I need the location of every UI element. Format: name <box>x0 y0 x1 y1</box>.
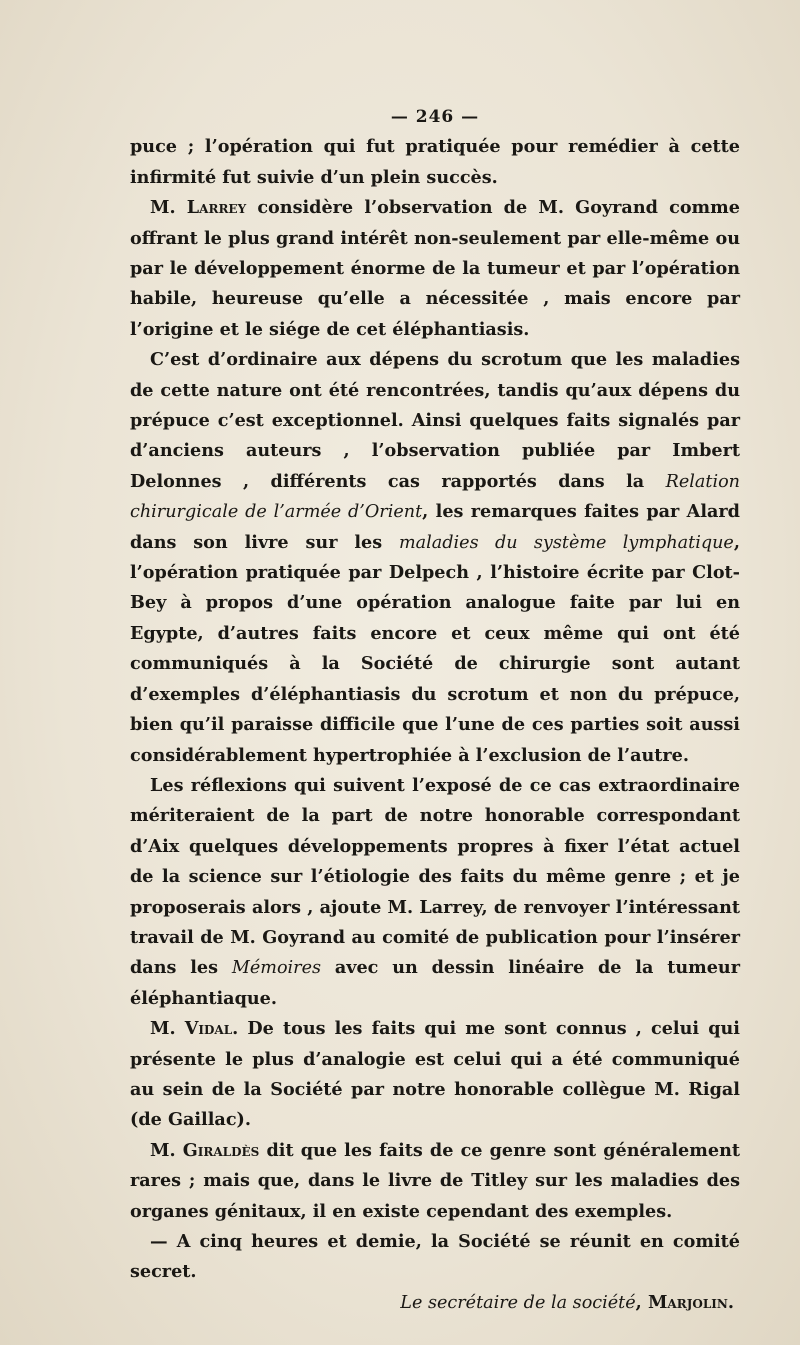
paragraph <box>130 1014 740 1136</box>
text-run: , l’opération pratiquée par Delpech , l’histoire écrite par Clot-Bey à propos d’une opération analogue faite par lui en Egypte, d’autres faits encore et ceux même qui ont été communiqués à la Société de chirurgie sont autant d’exemples d’éléphantiasis du scrotum et non du prépuce, bien qu’il paraisse difficile que l’une de ces parties soit aussi considérablement hypertrophiée à l’exclusion de l’autre. <box>130 531 740 766</box>
text-run: M. <box>150 1139 183 1161</box>
text-run: C’est d’ordinaire aux dépens du scrotum que les maladies de cette nature ont été rencontrées, tandis qu’aux dépens du prépuce c’est exceptionnel. Ainsi quelques faits signalés par d’anciens auteurs , l’observation publiée par Imbert Delonnes , différents cas rapportés dans la <box>130 349 740 492</box>
paragraph <box>130 345 740 771</box>
text-run: maladies du système lymphatique <box>399 532 734 553</box>
text-run: M. <box>150 197 187 219</box>
paragraph <box>130 771 740 1014</box>
body-paragraphs <box>130 132 740 1287</box>
text-run: , les remarques faites par Alard dans son livre sur les <box>130 501 740 553</box>
page-text <box>130 102 740 1318</box>
text-run: , <box>635 1291 648 1313</box>
text-run: puce ; l’opération qui fut pratiquée pour remédier à cette infirmité fut suivie d’un plein succès. <box>130 136 740 188</box>
text-run: Giraldès <box>182 1139 260 1161</box>
text-run: Vidal <box>184 1018 233 1040</box>
text-run: . <box>727 1291 734 1313</box>
paragraph <box>130 193 740 345</box>
text-run: M. <box>150 1018 185 1040</box>
text-run: avec un dessin linéaire de la tumeur éléphantiaque. <box>130 957 740 1009</box>
paragraph <box>130 1136 740 1227</box>
text-run: — A cinq heures et demie, la Société se réunit en comité secret. <box>130 1231 740 1283</box>
signature-line <box>130 1288 740 1318</box>
text-run: Mémoires <box>231 958 322 979</box>
paragraph <box>130 1227 740 1288</box>
paragraph <box>130 132 740 193</box>
text-run: Les réflexions qui suivent l’exposé de ce cas extraordinaire mériteraient de la part de notre honorable correspondant d’Aix quelques développements propres à fixer l’état actuel de la science sur l’étiologie des faits du même genre ; et je proposerais alors , ajoute M. Larrey, de renvoyer l’intéressant travail de M. Goyrand au comité de publication pour l’insérer dans les <box>130 774 740 979</box>
text-run: Relation chirurgicale de l’armée d’Orient <box>130 471 740 523</box>
page-number-header: — 246 — <box>390 107 480 127</box>
text-run: Le secrétaire de la société <box>400 1292 636 1313</box>
text-run: Marjolin <box>647 1291 728 1313</box>
text-run: Larrey <box>186 197 247 219</box>
text-run: considère l’observation de M. Goyrand comme offrant le plus grand intérêt non-seulement par elle-même ou par le développement énorme de la tumeur et par l’opération habile, heureuse qu’elle a nécessitée , mais encore par l’origine et le siége de cet éléphantiasis. <box>130 197 740 340</box>
text-run: . De tous les faits qui me sont connus , celui qui présente le plus d’analogie est celui qui a été communiqué au sein de la Société par notre honorable collègue M. Rigal (de Gaillac). <box>130 1018 740 1131</box>
text-run: dit que les faits de ce genre sont généralement rares ; mais que, dans le livre de Titley sur les maladies des organes génitaux, il en existe cependant des exemples. <box>130 1139 740 1222</box>
